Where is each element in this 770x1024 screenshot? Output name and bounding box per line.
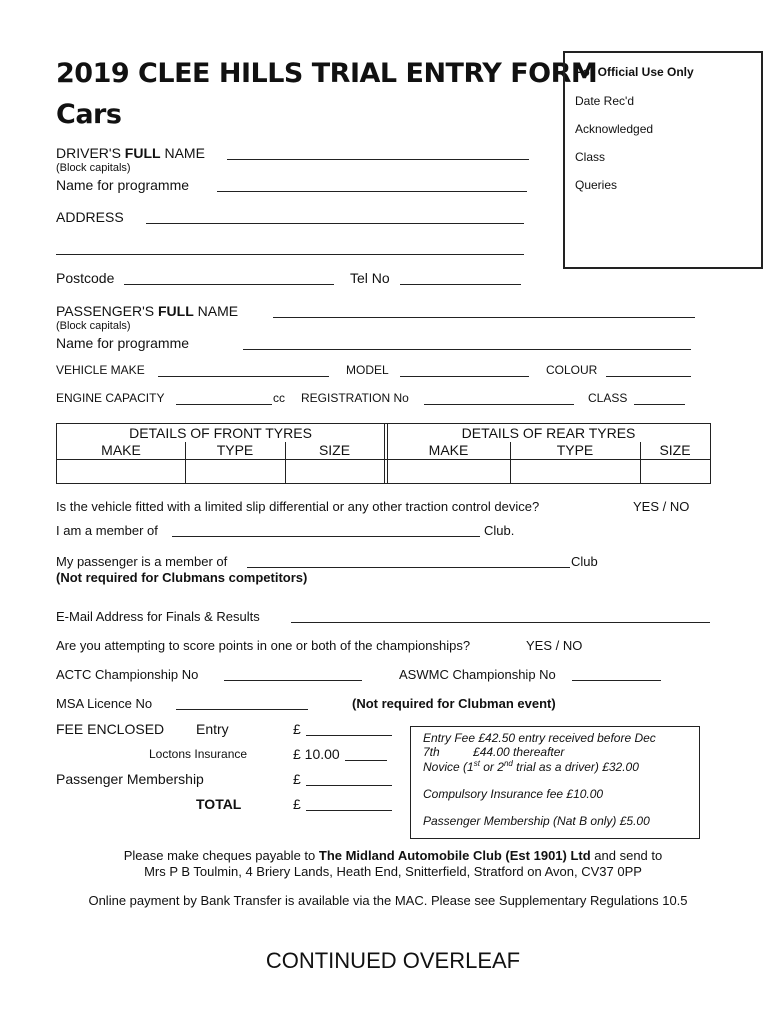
front-type-header: TYPE: [216, 442, 254, 458]
front-size-header: SIZE: [318, 442, 351, 458]
championship-question: Are you attempting to score points in one or both of the championships?: [56, 638, 471, 653]
rear-size-header: SIZE: [659, 442, 691, 458]
email-label: E-Mail Address for Finals & Results: [56, 609, 260, 624]
fee-info-passenger: Passenger Membership (Nat B only) £5.00: [423, 814, 650, 828]
online-payment-note: Online payment by Bank Transfer is available via the MAC. Please see Supplementary Regulations 10.5: [88, 893, 688, 908]
fee-info-insurance: Compulsory Insurance fee £10.00: [423, 787, 604, 801]
rear-type-cell[interactable]: [511, 460, 640, 483]
rear-size-cell[interactable]: [641, 460, 710, 483]
engine-capacity-label: ENGINE CAPACITY: [56, 391, 165, 405]
aswmc-field[interactable]: [572, 680, 661, 681]
tyres-divider: [384, 424, 385, 483]
rear-make-cell[interactable]: [388, 460, 510, 483]
driver-block-capitals-note: (Block capitals): [56, 162, 131, 174]
msa-label: MSA Licence No: [56, 696, 153, 711]
driver-programme-label: Name for programme: [56, 177, 190, 193]
total-field[interactable]: [306, 810, 392, 811]
front-make-header: MAKE: [101, 442, 141, 458]
address-field-1[interactable]: [146, 223, 524, 224]
fee-enclosed-label: FEE ENCLOSED: [56, 721, 165, 737]
passenger-member-field[interactable]: [247, 567, 570, 568]
vehicle-make-field[interactable]: [158, 376, 329, 377]
fee-entry-label: Entry: [196, 721, 229, 737]
address-label: ADDRESS: [56, 209, 124, 225]
front-make-cell[interactable]: [57, 460, 185, 483]
driver-name-field[interactable]: [227, 159, 529, 160]
form-subtitle: Cars: [56, 99, 122, 130]
fee-info-box: [410, 726, 700, 839]
driver-programme-field[interactable]: [217, 191, 527, 192]
member-label: I am a member of: [56, 523, 158, 538]
total-label: TOTAL: [196, 796, 242, 812]
colour-label: COLOUR: [546, 363, 598, 377]
aswmc-label: ASWMC Championship No: [399, 667, 556, 682]
official-date-received: Date Rec'd: [575, 94, 634, 108]
rear-type-header: TYPE: [556, 442, 594, 458]
loctons-value: £ 10.00: [293, 746, 340, 762]
front-tyres-heading: DETAILS OF FRONT TYRES: [129, 425, 312, 441]
front-type-cell[interactable]: [186, 460, 285, 483]
passenger-member-suffix: Club: [571, 554, 598, 569]
tel-label: Tel No: [350, 270, 390, 286]
fee-info-entry: Entry Fee £42.50 entry received before Dec: [423, 731, 656, 745]
postal-address: Mrs P B Toulmin, 4 Briery Lands, Heath End, Snitterfield, Stratford on Avon, CV37 0PP: [144, 864, 642, 879]
registration-field[interactable]: [424, 404, 574, 405]
model-field[interactable]: [400, 376, 529, 377]
official-queries: Queries: [575, 178, 618, 192]
registration-label: REGISTRATION No: [301, 391, 409, 405]
fee-info-novice: Novice (1st or 2nd trial as a driver) £32.00: [423, 759, 639, 774]
class-field[interactable]: [634, 404, 685, 405]
member-club-suffix: Club.: [484, 523, 515, 538]
passenger-membership-pound: £: [293, 771, 301, 787]
actc-field[interactable]: [224, 680, 362, 681]
driver-name-label: DRIVER'S FULL NAME: [56, 145, 205, 161]
engine-cc-unit: cc: [273, 391, 285, 405]
tel-field[interactable]: [400, 284, 521, 285]
address-field-2[interactable]: [56, 254, 524, 255]
member-club-field[interactable]: [172, 536, 480, 537]
total-pound: £: [293, 796, 301, 812]
official-heading: For Official Use Only: [575, 65, 694, 79]
colour-field[interactable]: [606, 376, 691, 377]
lsd-question: Is the vehicle fitted with a limited slip differential or any other traction control device?: [56, 499, 540, 514]
vehicle-make-label: VEHICLE MAKE: [56, 363, 145, 377]
continued-overleaf: CONTINUED OVERLEAF: [265, 948, 521, 973]
front-size-cell[interactable]: [286, 460, 384, 483]
email-field[interactable]: [291, 622, 710, 623]
passenger-block-capitals-note: (Block capitals): [56, 320, 131, 332]
engine-capacity-field[interactable]: [176, 404, 272, 405]
rear-tyres-heading: DETAILS OF REAR TYRES: [461, 425, 636, 441]
passenger-programme-label: Name for programme: [56, 335, 190, 351]
postcode-field[interactable]: [124, 284, 334, 285]
passenger-membership-field[interactable]: [306, 785, 392, 786]
loctons-underline: [345, 760, 387, 761]
passenger-member-note: (Not required for Clubmans competitors): [56, 570, 308, 585]
msa-field[interactable]: [176, 709, 308, 710]
cheques-line: Please make cheques payable to The Midland Automobile Club (Est 1901) Ltd and send to: [123, 848, 663, 863]
class-label: CLASS: [588, 391, 628, 405]
msa-note: (Not required for Clubman event): [352, 696, 556, 711]
championship-answer[interactable]: YES / NO: [526, 638, 583, 653]
form-title: 2019 CLEE HILLS TRIAL ENTRY FORM: [56, 58, 598, 89]
tyres-table: [56, 423, 711, 484]
rear-make-header: MAKE: [428, 442, 469, 458]
lsd-answer[interactable]: YES / NO: [633, 499, 690, 514]
fee-entry-pound: £: [293, 721, 301, 737]
official-acknowledged: Acknowledged: [575, 122, 654, 136]
official-class: Class: [575, 150, 606, 164]
passenger-programme-field[interactable]: [243, 349, 691, 350]
fee-info-late: 7th £44.00 thereafter: [423, 745, 565, 759]
official-use-box: [563, 51, 763, 269]
fee-entry-field[interactable]: [306, 735, 392, 736]
passenger-name-field[interactable]: [273, 317, 695, 318]
actc-label: ACTC Championship No: [56, 667, 199, 682]
passenger-member-label: My passenger is a member of: [56, 554, 228, 569]
model-label: MODEL: [346, 363, 389, 377]
passenger-membership-label: Passenger Membership: [56, 771, 204, 787]
postcode-label: Postcode: [56, 270, 115, 286]
loctons-label: Loctons Insurance: [149, 747, 248, 761]
passenger-name-label: PASSENGER'S FULL NAME: [56, 303, 239, 319]
